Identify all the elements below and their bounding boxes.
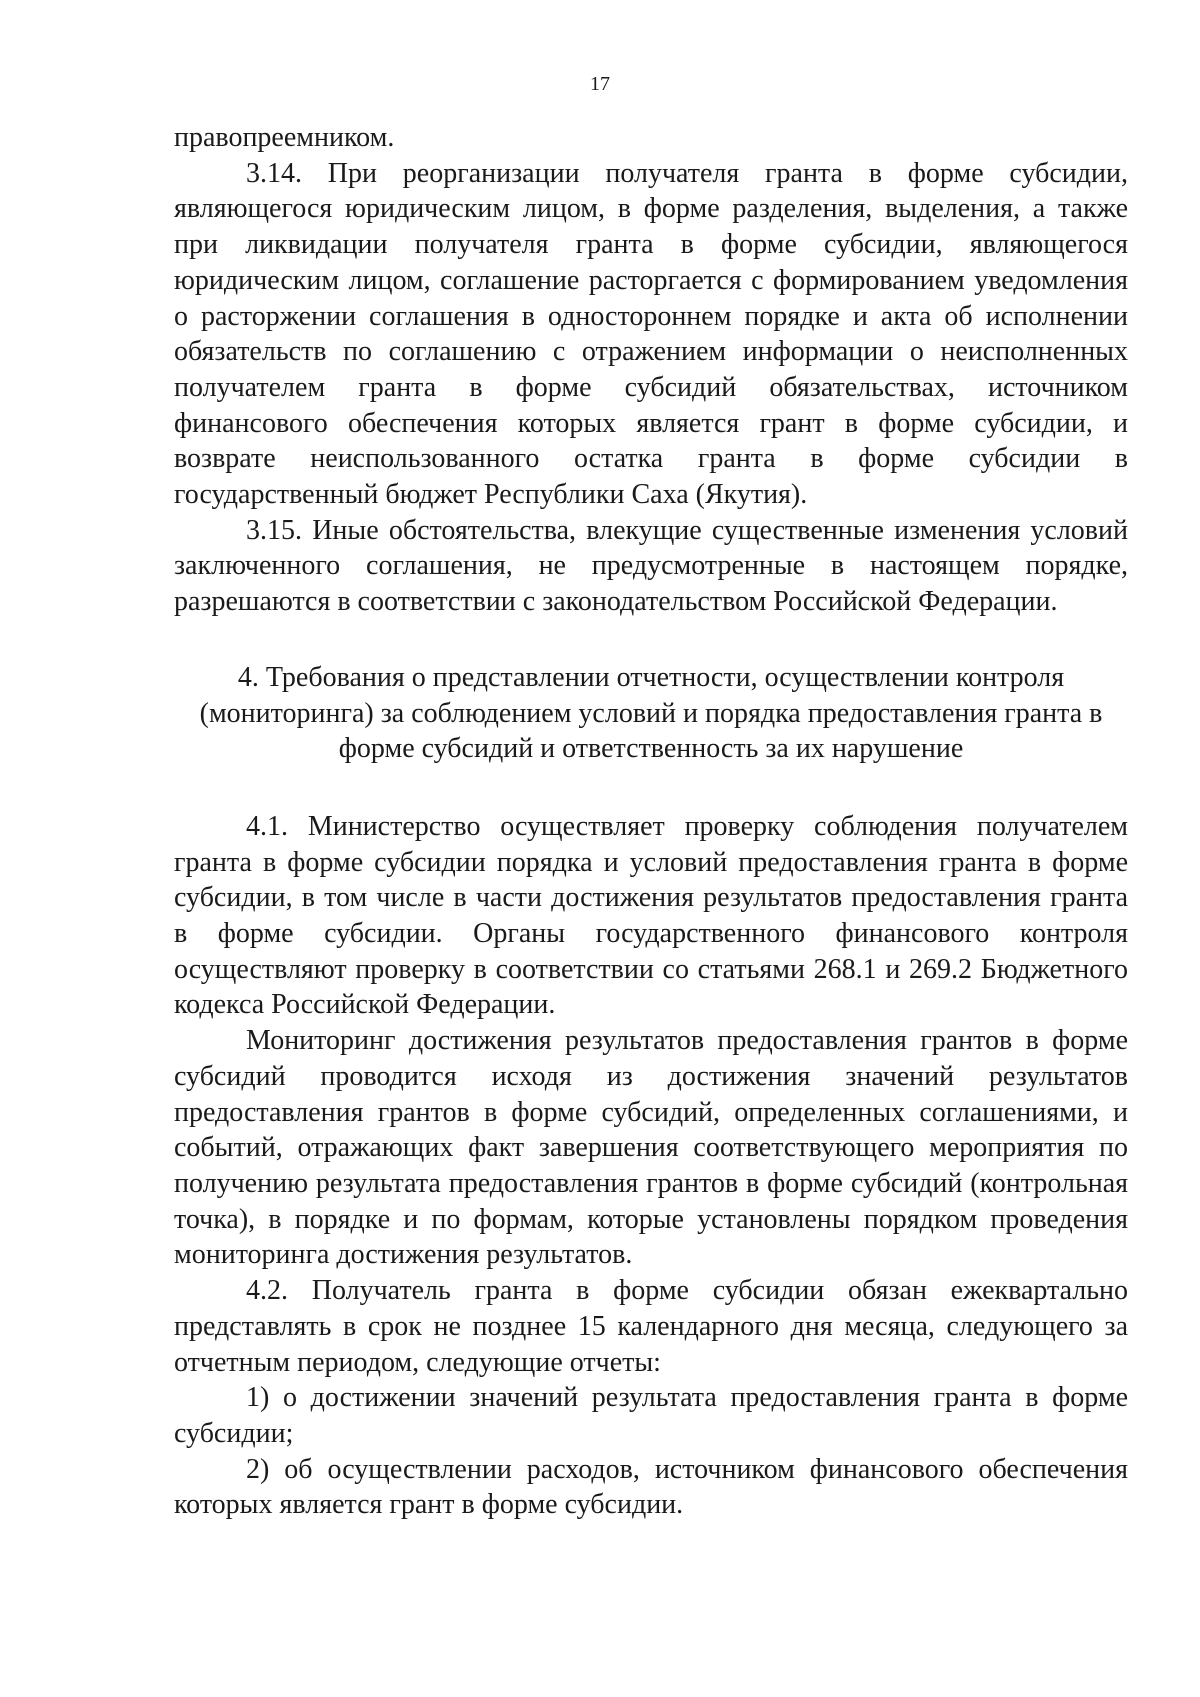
- paragraph-continuation: правопреемником.: [174, 122, 395, 153]
- page-number: 17: [590, 73, 610, 95]
- paragraph-monitoring: Мониторинг достижения результатов предоставления грантов в форме субсидий проводится исходя из достижения значений результатов предоставления грантов в форме субсидий, определенных соглашениями, и событий, отражающих факт завершения соответствующего мероприятия по получению результата предоставления грантов в форме субсидий (контрольная точка), в порядке и по формам, которые установлены порядком проведения мониторинга достижения результатов.: [174, 1025, 1128, 1271]
- paragraph-4-2: 4.2. Получатель гранта в форме субсидии обязан ежеквартально представлять в срок не позднее 15 календарного дня месяца, следующего за отчетным периодом, следующие отчеты:: [174, 1275, 1128, 1378]
- list-item-1: 1) о достижении значений результата предоставления гранта в форме субсидии;: [174, 1382, 1128, 1449]
- paragraph-3-14: 3.14. При реорганизации получателя гранта в форме субсидии, являющегося юридическим лицом, в форме разделения, выделения, а также при ликвидации получателя гранта в форме субсидии, являющегося юридическим лицом, соглашение расторгается с формированием уведомления о расторжении соглашения в одностороннем порядке и акта об исполнении обязательств по соглашению с отражением информации о неисполненных получателем гранта в форме субсидий обязательствах, источником финансового обеспечения которых является грант в форме субсидии, и возврате неиспользованного остатка гранта в форме субсидии в государственный бюджет Республики Саха (Якутия).: [174, 157, 1128, 511]
- section-heading-line: форме субсидий и ответственность за их нарушение: [338, 733, 964, 765]
- section-heading-line: 4. Требования о представлении отчетности, осуществлении контроля: [237, 661, 1065, 693]
- paragraph-3-15: 3.15. Иные обстоятельства, влекущие существенные изменения условий заключенного соглашения, не предусмотренные в настоящем порядке, разрешаются в соответствии с законодательством Российской Федерации.: [174, 514, 1128, 618]
- section-heading-line: (мониторинга) за соблюдением условий и порядка предоставления гранта в: [199, 697, 1103, 729]
- list-item-2: 2) об осуществлении расходов, источником финансового обеспечения которых является грант в форме субсидии.: [174, 1453, 1128, 1521]
- paragraph-4-1: 4.1. Министерство осуществляет проверку соблюдения получателем гранта в форме субсидии порядка и условий предоставления гранта в форме субсидии, в том числе в части достижения результатов предоставления гранта в форме субсидии. Органы государственного финансового контроля осуществляют проверку в соответствии со статьями 268.1 и 269.2 Бюджетного кодекса Российской Федерации.: [174, 810, 1128, 1021]
- section-4-heading: [174, 660, 1128, 767]
- document-body: [174, 120, 1128, 1523]
